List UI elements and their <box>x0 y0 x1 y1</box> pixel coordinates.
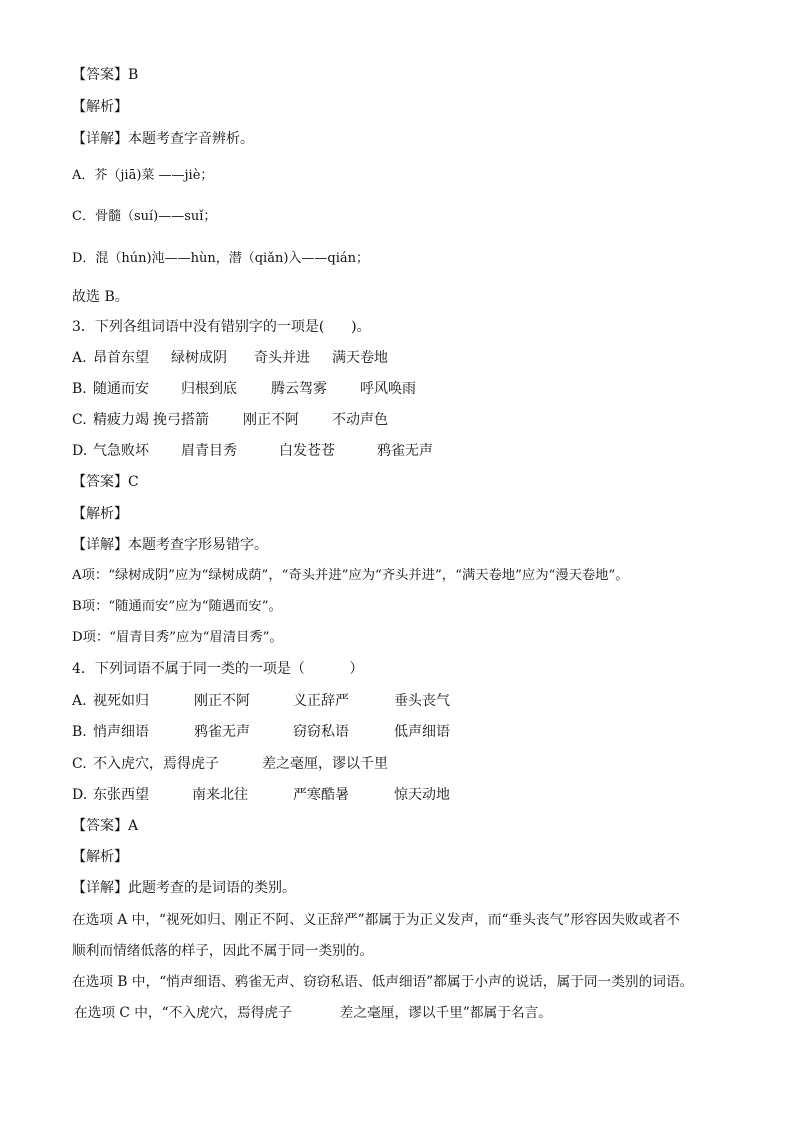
choice-word: 白发苍苍 <box>279 443 335 459</box>
choice-word: 义正辞严 <box>293 693 349 709</box>
choice-letter: B. <box>72 724 87 740</box>
choice-letter: C. <box>72 412 87 428</box>
detail-label: 【详解】本题考查字音辨析。 <box>72 131 254 147</box>
choice-word: 眉青目秀 <box>181 443 237 459</box>
explanation-line: 顺利而情绪低落的样子，因此不属于同一类别的。 <box>72 943 374 959</box>
choice-word: 悄声细语 <box>93 724 149 740</box>
choice-letter: A. <box>72 350 87 366</box>
choice-word: 鸦雀无声 <box>377 443 433 459</box>
choice-word: 惊天动地 <box>394 787 450 803</box>
option-a-explanation: A．芥（jiā)菜 ——jiè； <box>72 168 214 183</box>
choice-word: 垂头丧气 <box>394 693 450 709</box>
choice-word: 满天卷地 <box>332 350 388 366</box>
choice-word: 南来北往 <box>192 787 248 803</box>
choice-word: 绿树成阴 <box>171 350 227 366</box>
analysis-label: 【解析】 <box>72 849 128 865</box>
choice-word: 昂首东望 <box>93 350 149 366</box>
choice-word: 奇头并进 <box>254 350 310 366</box>
explanation-b: B项：“随通而安”应为“随遇而安”。 <box>72 599 282 614</box>
explanation-d: D项：“眉青目秀”应为“眉清目秀”。 <box>72 630 283 645</box>
answer-label: 【答案】A <box>72 818 139 834</box>
choice-letter: D. <box>72 787 88 803</box>
explanation-line: 在选项 A 中，“视死如归、刚正不阿、义正辞严”都属于为正义发声，而“垂头丧气”形容因失败或者不 <box>72 912 680 928</box>
explanation-line: 在选项 C 中，“不入虎穴，焉得虎子 差之毫厘，谬以千里”都属于名言。 <box>74 1005 552 1021</box>
detail-label: 【详解】此题考查的是词语的类别。 <box>72 880 296 896</box>
choice-letter: C. <box>72 756 87 772</box>
choice-word: 差之毫厘，谬以千里 <box>262 756 388 772</box>
choice-word: 东张西望 <box>93 787 149 803</box>
choice-letter: D. <box>72 443 88 459</box>
choice-word: 挽弓搭箭 <box>153 412 209 428</box>
answer-label: 【答案】B <box>72 67 139 83</box>
choice-word: 气急败坏 <box>93 443 149 459</box>
choice-word: 严寒酷暑 <box>293 787 349 803</box>
question-3-stem: 3．下列各组词语中没有错别字的一项是( )。 <box>72 319 371 335</box>
choice-word: 低声细语 <box>394 724 450 740</box>
choice-word: 随通而安 <box>93 381 149 397</box>
answer-label: 【答案】C <box>72 474 139 490</box>
question-4-stem: 4．下列词语不属于同一类的一项是（ ） <box>72 661 364 677</box>
option-c-explanation: C．骨髓（suí)——suǐ； <box>72 209 217 224</box>
conclusion: 故选 B。 <box>72 289 129 305</box>
choice-word: 视死如归 <box>93 693 149 709</box>
choice-letter: B. <box>72 381 87 397</box>
option-d-explanation: D．混（hún)沌——hùn，潜（qiǎn)入——qián； <box>72 251 370 266</box>
detail-label: 【详解】本题考查字形易错字。 <box>72 537 268 553</box>
choice-word: 鸦雀无声 <box>194 724 250 740</box>
choice-letter: A. <box>72 693 87 709</box>
explanation-a: A项：“绿树成阴”应为“绿树成荫”，“奇头并进”应为“齐头并进”，“满天卷地”应为“漫天卷地”。 <box>72 568 629 583</box>
explanation-line: 在选项 B 中，“悄声细语、鸦雀无声、窃窃私语、低声细语”都属于小声的说话，属于同一类别的词语。 <box>72 974 694 990</box>
choice-word: 归根到底 <box>181 381 237 397</box>
analysis-label: 【解析】 <box>72 99 128 115</box>
choice-word: 刚正不阿 <box>194 693 250 709</box>
analysis-label: 【解析】 <box>72 506 128 522</box>
choice-word: 腾云驾雾 <box>271 381 327 397</box>
choice-word: 精疲力竭 <box>93 412 149 428</box>
choice-word: 不动声色 <box>332 412 388 428</box>
choice-word: 不入虎穴，焉得虎子 <box>93 756 219 772</box>
choice-word: 窃窃私语 <box>293 724 349 740</box>
choice-word: 呼风唤雨 <box>360 381 416 397</box>
choice-word: 刚正不阿 <box>243 412 299 428</box>
